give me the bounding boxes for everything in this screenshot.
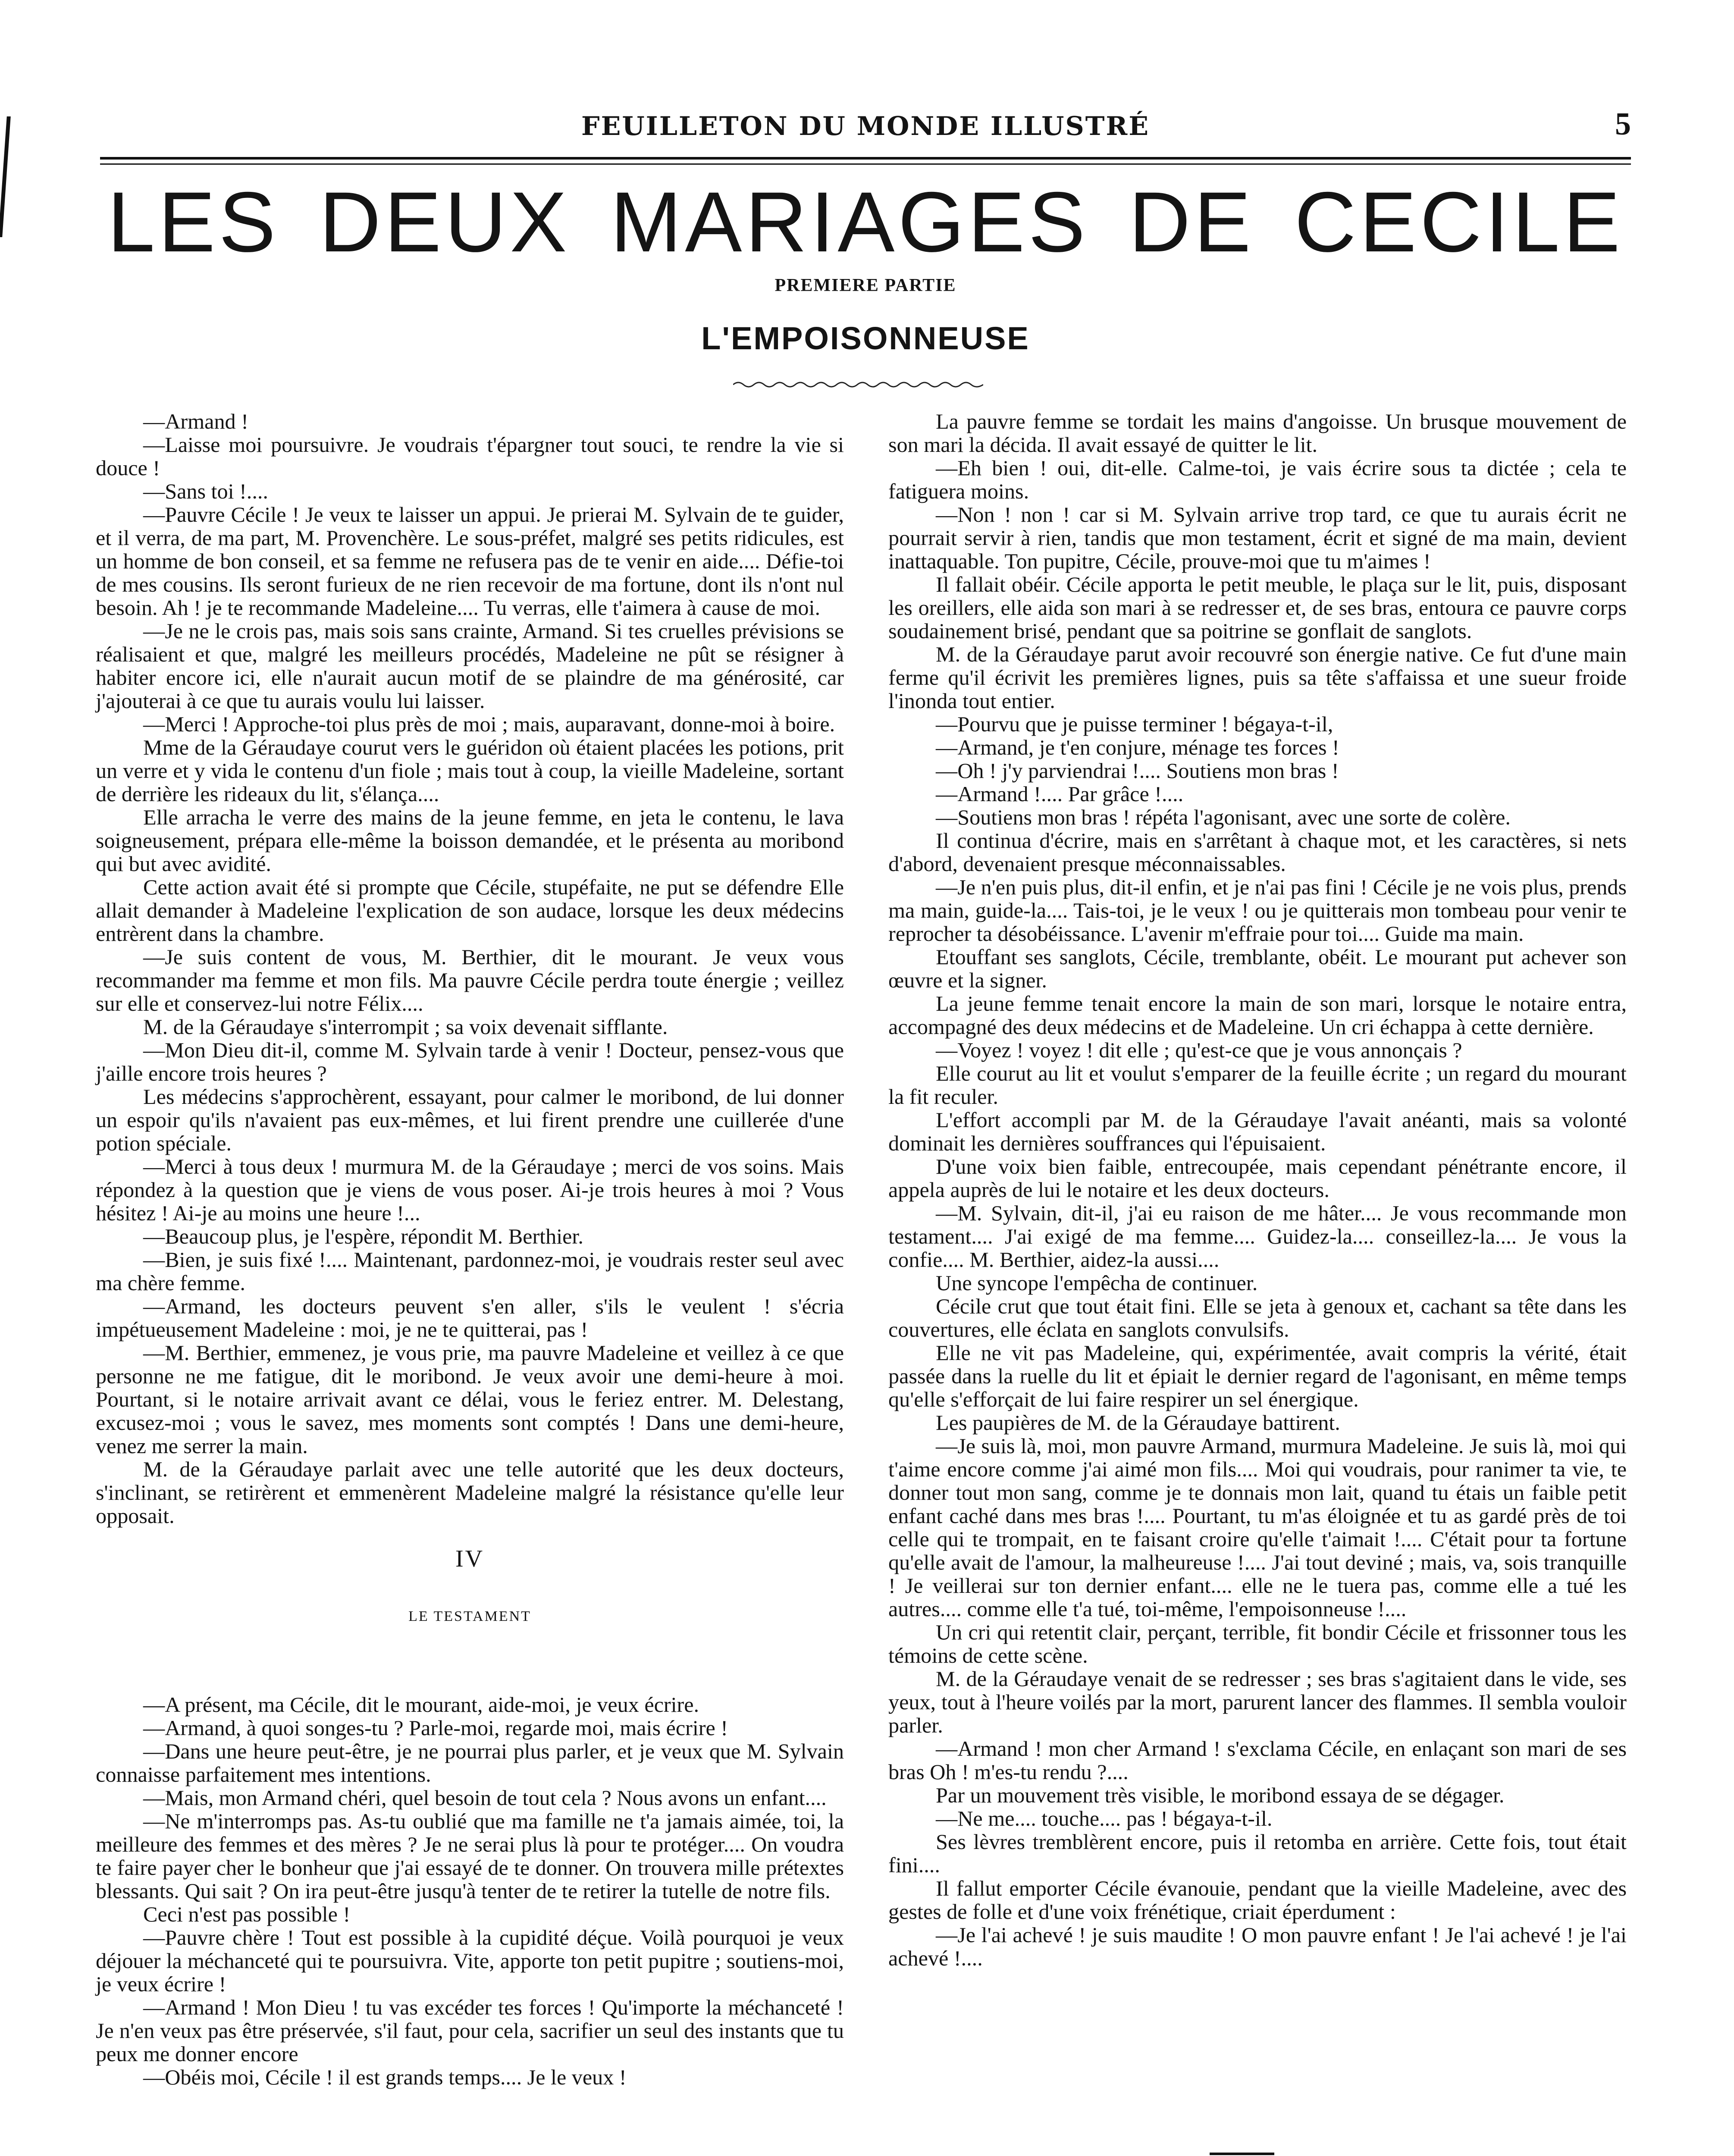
margin-ink-mark bbox=[0, 116, 11, 237]
paragraph: Une syncope l'empêcha de continuer. bbox=[936, 1271, 1258, 1295]
right-column bbox=[888, 410, 1627, 1970]
paragraph: Elle ne vit pas Madeleine, qui, expérimentée, avait compris la vérité, était passée dans la ruelle du lit et épiait le dernier regard de l'agonisant, en même temps qu'elle s'efforçait de lui faire respirer un sel énergique. bbox=[888, 1341, 1627, 1411]
paragraph: Un cri qui retentit clair, perçant, terrible, fit bondir Cécile et frissonner tous les témoins de cette scène. bbox=[888, 1620, 1627, 1667]
paragraph: —Armand, je t'en conjure, ménage tes forces ! bbox=[936, 735, 1339, 759]
paragraph: —Je suis là, moi, mon pauvre Armand, murmura Madeleine. Je suis là, moi qui t'aime encore comme j'ai aimé mon fils.... Moi qui voudrais, pour ranimer ta vie, te donner tout mon sang, comme je te donnais mon lait, quand tu étais un faible petit enfant caché dans mes bras !.... Pourtant, tu m'as éloignée et tu as gardé près de toi celle qui te trompait, en te faisant croire qu'elle t'aimait !.... C'était pour ta fortune qu'elle avait de l'amour, la malheureuse !.... J'ai tout deviné ; mais, va, sois tranquille ! Je veillerai sur ton dernier enfant.... elle ne le tuera pas, comme elle a tué les autres.... comme elle t'a tué, toi-même, l'empoisonneuse !.... bbox=[888, 1434, 1627, 1621]
paragraph: L'effort accompli par M. de la Géraudaye l'avait anéanti, mais sa volonté dominait les dernières souffrances qui l'épuisaient. bbox=[888, 1108, 1627, 1155]
left-column-text-before bbox=[96, 410, 844, 1527]
paragraph: Elle arracha le verre des mains de la jeune femme, en jeta le contenu, le lava soigneusement, prépara elle-même la boisson demandée, et le présenta au moribond qui but avec avidité. bbox=[96, 805, 844, 876]
paragraph: —M. Sylvain, dit-il, j'ai eu raison de me hâter.... Je vous recommande mon testament.... J'ai exigé de ma femme.... Guidez-la.... conseillez-la.... Je vous la confie.... M. Berthier, aidez-la aussi.... bbox=[888, 1201, 1627, 1272]
page-header bbox=[100, 103, 1631, 151]
paragraph: —Armand, à quoi songes-tu ? Parle-moi, regarde moi, mais écrire ! bbox=[143, 1716, 728, 1740]
paragraph: Les médecins s'approchèrent, essayant, pour calmer le moribond, de lui donner un espoir qu'ils n'avaient pas eux-mêmes, et lui firent prendre une cuillerée d'une potion spéciale. bbox=[96, 1084, 844, 1155]
paragraph: —Armand, les docteurs peuvent s'en aller, s'ils le veulent ! s'écria impétueusement Madeleine : moi, je ne te quitterai, pas ! bbox=[96, 1294, 844, 1341]
paragraph: —Mon Dieu dit-il, comme M. Sylvain tarde à venir ! Docteur, pensez-vous que j'aille encore trois heures ? bbox=[96, 1038, 844, 1085]
paragraph: —Voyez ! voyez ! dit elle ; qu'est-ce que je vous annonçais ? bbox=[936, 1038, 1462, 1062]
page-number: 5 bbox=[1615, 107, 1631, 142]
paragraph: —Mais, mon Armand chéri, quel besoin de tout cela ? Nous avons un enfant.... bbox=[143, 1786, 827, 1810]
paragraph: —Je l'ai achevé ! je suis maudite ! O mon pauvre enfant ! Je l'ai achevé ! je l'ai achevé !.... bbox=[888, 1923, 1627, 1970]
paragraph: —Armand ! Mon Dieu ! tu vas excéder tes forces ! Qu'importe la méchanceté ! Je n'en veux pas être préservée, s'il faut, pour cela, sacrifier un seul des instants que tu peux me donner encore bbox=[96, 1995, 844, 2066]
paragraph: La pauvre femme se tordait les mains d'angoisse. Un brusque mouvement de son mari la décida. Il avait essayé de quitter le lit. bbox=[888, 409, 1627, 457]
paragraph: Les paupières de M. de la Géraudaye battirent. bbox=[936, 1410, 1340, 1435]
paragraph: —Pourvu que je puisse terminer ! bégaya-t-il, bbox=[936, 712, 1333, 736]
header-rule bbox=[100, 157, 1631, 165]
paragraph: —Armand ! mon cher Armand ! s'exclama Cécile, en enlaçant son mari de ses bras Oh ! m'es-tu rendu ?.... bbox=[888, 1736, 1627, 1784]
paragraph: —Je suis content de vous, M. Berthier, dit le mourant. Je veux vous recommander ma femme et mon fils. Ma pauvre Cécile perdra toute énergie ; veillez sur elle et conservez-lui notre Félix.... bbox=[96, 945, 844, 1015]
paragraph: —Je ne le crois pas, mais sois sans crainte, Armand. Si tes cruelles prévisions se réalisaient et que, malgré les meilleurs procédés, Madeleine ne pût se résigner à habiter encore ici, elle n'aurait aucun motif de se plaindre de ma générosité, car j'ajouterai à ce que tu aurais voulu lui laisser. bbox=[96, 619, 844, 713]
chapter-number: IV bbox=[455, 1545, 485, 1572]
paragraph: —Non ! non ! car si M. Sylvain arrive trop tard, ce que tu aurais écrit ne pourrait servir à rien, tandis que mon testament, écrit et signé de ma main, devient inattaquable. Ton pupitre, Cécile, prouve-moi que tu m'aimes ! bbox=[888, 502, 1627, 573]
paragraph: Il fallait obéir. Cécile apporta le petit meuble, le plaça sur le lit, puis, disposant les oreillers, elle aida son mari à se redresser et, de ses bras, entoura ce pauvre corps soudainement brisé, pendant que sa poitrine se gonflait de sanglots. bbox=[888, 572, 1627, 643]
paragraph: —Beaucoup plus, je l'espère, répondit M. Berthier. bbox=[143, 1224, 583, 1248]
paragraph: —Ne m'interromps pas. As-tu oublié que ma famille ne t'a jamais aimée, toi, la meilleure des femmes et des mères ? Je ne serai plus là pour te protéger.... On voudra te faire payer cher le bonheur que j'ai essayé de te donner. On trouvera mille prétextes blessants. Qui sait ? On ira peut-être jusqu'à tenter de te retirer la tutelle de notre fils. bbox=[96, 1809, 844, 1903]
paragraph: Par un mouvement très visible, le moribond essaya de se dégager. bbox=[936, 1783, 1505, 1807]
right-column-text bbox=[888, 410, 1627, 1970]
paragraph: —Sans toi !.... bbox=[143, 479, 268, 503]
paragraph: —Obéis moi, Cécile ! il est grands temps.... Je le veux ! bbox=[143, 2065, 627, 2089]
part-label: PREMIERE PARTIE bbox=[774, 276, 956, 295]
paragraph: —Dans une heure peut-être, je ne pourrai plus parler, et je veux que M. Sylvain connaisse parfaitement mes intentions. bbox=[96, 1739, 844, 1786]
paragraph: —Oh ! j'y parviendrai !.... Soutiens mon bras ! bbox=[936, 758, 1339, 783]
paragraph: Il fallut emporter Cécile évanouie, pendant que la vieille Madeleine, avec des gestes de folle et d'une voix frénétique, criait éperdument : bbox=[888, 1876, 1627, 1924]
paragraph: Etouffant ses sanglots, Cécile, tremblante, obéit. Le mourant put achever son œuvre et la signer. bbox=[888, 945, 1627, 992]
paragraph: M. de la Géraudaye parut avoir recouvré son énergie native. Ce fut d'une main ferme qu'il écrivit les premières lignes, puis sa tête s'affaissa et une sueur froide l'inonda tout entier. bbox=[888, 642, 1627, 713]
paragraph: M. de la Géraudaye s'interrompit ; sa voix devenait sifflante. bbox=[143, 1015, 668, 1039]
paragraph: —Pauvre Cécile ! Je veux te laisser un appui. Je prierai M. Sylvain de te guider, et il verra, de ma part, M. Provenchère. Le sous-préfet, malgré ses petits ridicules, est un homme de bon conseil, et sa femme ne refusera pas de te venir en aide.... Défie-toi de mes cousins. Ils seront furieux de ne rien recevoir de ma fortune, dont ils n'ont nul besoin. Ah ! je te recommande Madeleine.... Tu verras, elle t'aimera à cause de moi. bbox=[96, 502, 844, 620]
chapter-title: LE TESTAMENT bbox=[408, 1608, 531, 1624]
paragraph: Elle courut au lit et voulut s'emparer de la feuille écrite ; un regard du mourant la fit reculer. bbox=[888, 1061, 1627, 1109]
paragraph: Cécile crut que tout était fini. Elle se jeta à genoux et, cachant sa tête dans les couvertures, elle éclata en sanglots convulsifs. bbox=[888, 1294, 1627, 1341]
paragraph: D'une voix bien faible, entrecoupée, mais cependant pénétrante encore, il appela auprès de lui le notaire et les deux docteurs. bbox=[888, 1154, 1627, 1202]
paragraph: M. de la Géraudaye venait de se redresser ; ses bras s'agitaient dans le vide, ses yeux, tout à l'heure voilés par la mort, parurent lancer des flammes. Il sembla vouloir parler. bbox=[888, 1667, 1627, 1737]
title-ornament bbox=[733, 379, 983, 390]
story-subtitle: L'EMPOISONNEUSE bbox=[701, 320, 1030, 356]
paragraph: Mme de la Géraudaye courut vers le guéridon où étaient placées les potions, prit un verre et y vida le contenu d'un fiole ; mais tout à coup, la vieille Madeleine, sortant de derrière les rideaux du lit, s'élança.... bbox=[96, 735, 844, 806]
paragraph: —Armand !.... Par grâce !.... bbox=[936, 782, 1184, 806]
left-column bbox=[96, 410, 844, 2089]
paragraph: —Merci à tous deux ! murmura M. de la Géraudaye ; merci de vos soins. Mais répondez à la question que je viens de vous poser. Ai-je trois heures à moi ? Vous hésitez ! Ai-je au moins une heure !... bbox=[96, 1154, 844, 1225]
left-column-text-after bbox=[96, 1693, 844, 2089]
paragraph: —Ne me.... touche.... pas ! bégaya-t-il. bbox=[936, 1806, 1273, 1830]
paragraph: Ses lèvres tremblèrent encore, puis il retomba en arrière. Cette fois, tout était fini.... bbox=[888, 1830, 1627, 1877]
paragraph: Il continua d'écrire, mais en s'arrêtant à chaque mot, et les caractères, si nets d'abord, devenaient presque méconnaissables. bbox=[888, 828, 1627, 876]
end-rule bbox=[1210, 2153, 1274, 2155]
paragraph: Cette action avait été si prompte que Cécile, stupéfaite, ne put se défendre Elle allait demander à Madeleine l'explication de son audace, lorsque les deux médecins entrèrent dans la chambre. bbox=[96, 875, 844, 946]
paragraph: —A présent, ma Cécile, dit le mourant, aide-moi, je veux écrire. bbox=[143, 1692, 699, 1717]
paragraph: —Bien, je suis fixé !.... Maintenant, pardonnez-moi, je voudrais rester seul avec ma chère femme. bbox=[96, 1247, 844, 1295]
story-title: LES DEUX MARIAGES DE CECILE bbox=[107, 174, 1624, 270]
paragraph: —Armand ! bbox=[143, 409, 248, 433]
paragraph: M. de la Géraudaye parlait avec une telle autorité que les deux docteurs, s'inclinant, se retirèrent et emmenèrent Madeleine malgré la résistance qu'elle leur opposait. bbox=[96, 1457, 844, 1528]
paragraph: Ceci n'est pas possible ! bbox=[143, 1902, 351, 1926]
paragraph: —Merci ! Approche-toi plus près de moi ; mais, auparavant, donne-moi à boire. bbox=[143, 712, 835, 736]
paragraph: —Soutiens mon bras ! répéta l'agonisant, avec une sorte de colère. bbox=[936, 805, 1511, 829]
paragraph: —Je n'en puis plus, dit-il enfin, et je n'ai pas fini ! Cécile je ne vois plus, prends ma main, guide-la.... Tais-toi, je le veux ! ou je quitterais mon tombeau pour venir te reprocher ta désobéissance. L'avenir m'effraie pour toi.... Guide ma main. bbox=[888, 875, 1627, 946]
paragraph: —Eh bien ! oui, dit-elle. Calme-toi, je vais écrire sous ta dictée ; cela te fatiguera moins. bbox=[888, 456, 1627, 503]
paragraph: —Pauvre chère ! Tout est possible à la cupidité déçue. Voilà pourquoi je veux déjouer la méchanceté qui te poursuivra. Vite, apporte ton petit pupitre ; soutiens-moi, je veux écrire ! bbox=[96, 1925, 844, 1996]
paragraph: —Laisse moi poursuivre. Je voudrais t'épargner tout souci, te rendre la vie si douce ! bbox=[96, 432, 844, 480]
running-head: FEUILLETON DU MONDE ILLUSTRÉ bbox=[581, 111, 1150, 141]
paragraph: —M. Berthier, emmenez, je vous prie, ma pauvre Madeleine et veillez à ce que personne ne me fatigue, dit le moribond. Je veux avoir une demi-heure à moi. Pourtant, si le notaire arrivait avant ce délai, vous le feriez entrer. M. Delestang, excusez-moi ; vous le savez, mes moments sont comptés ! Dans une demi-heure, venez me serrer la main. bbox=[96, 1341, 844, 1458]
paragraph: La jeune femme tenait encore la main de son mari, lorsque le notaire entra, accompagné des deux médecins et de Madeleine. Un cri échappa à cette dernière. bbox=[888, 991, 1627, 1039]
